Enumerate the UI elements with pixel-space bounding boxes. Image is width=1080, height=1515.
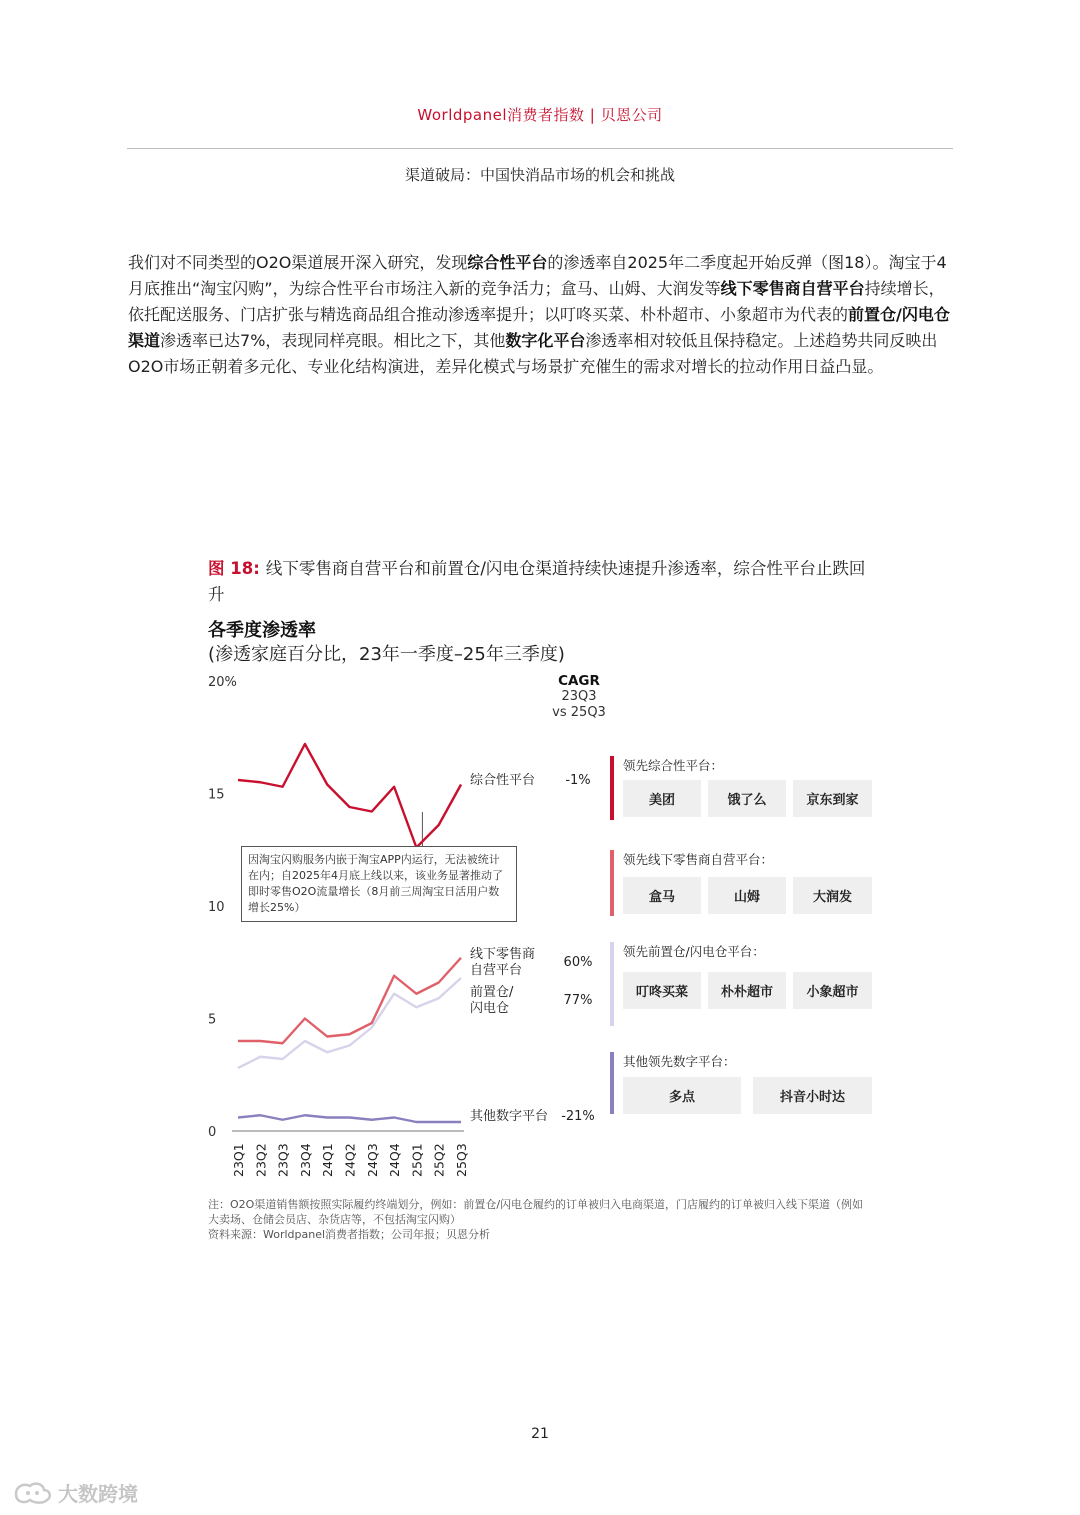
platform-chip-sams: 山姆 [708, 877, 786, 914]
figure-source: 资料来源：Worldpanel消费者指数；公司年报；贝恩分析 [208, 1228, 491, 1241]
figure-note: 注：O2O渠道销售额按照实际履约终端划分，例如：前置仓/闪电仓履约的订单被归入电商渠道，门店履约的订单被归入线下渠道（例如大卖场、仓储会员店、杂货店等，不包括淘宝闪购） [208, 1198, 864, 1226]
cagr-header [540, 673, 618, 721]
x-tick-label: 23Q3 [275, 1143, 291, 1177]
series-label: 其他数字平台 [470, 1109, 549, 1124]
cagr-value: 77% [563, 993, 593, 1008]
body-run: 渗透率相对较低且保持稳定。上述趋势共同反映出O2O市场正朝着多元化、专业化结构演进，差异化模式与场景扩充催生的需求对增长的拉动作用日益凸显。 [128, 331, 938, 376]
chart-annotation: 因淘宝闪购服务内嵌于淘宝APP内运行，无法被统计在内；自2025年4月底上线以来，该业务显著推动了即时零售O2O流量增长（8月前三周淘宝日活用户数增长25%） [241, 846, 517, 922]
cagr-value: -1% [565, 773, 591, 788]
series-line-0 [238, 744, 461, 848]
panel-color-bar [610, 756, 614, 820]
series-line-3 [238, 1115, 461, 1122]
chart-subtitle: (渗透家庭百分比，23年一季度–25年三季度) [208, 644, 565, 665]
watermark-logo-icon [10, 1480, 54, 1506]
x-tick-label: 24Q2 [342, 1143, 358, 1177]
y-tick-label: 5 [208, 1012, 217, 1028]
platform-chip-rt-mart: 大润发 [793, 877, 872, 914]
panel-title: 领先综合性平台： [623, 758, 724, 773]
document-subtitle: 渠道破局：中国快消品市场的机会和挑战 [404, 166, 675, 184]
cagr-header-from: 23Q3 [561, 689, 597, 704]
x-tick-label: 24Q4 [387, 1143, 403, 1177]
series-label: 自营平台 [470, 963, 523, 978]
body-run: 的渗透率自2025年二季度起开始反弹（图18）。淘宝于4月底推出“淘宝闪购”，为综合性平台市场注入新的竞争活力；盒马、山姆、大润发等 [128, 253, 947, 298]
platform-chip-eleme: 饿了么 [708, 780, 786, 817]
cagr-value: -21% [561, 1109, 595, 1124]
platform-chip-meituan: 美团 [623, 780, 701, 817]
body-run: 我们对不同类型的O2O渠道展开深入研究，发现 [128, 253, 468, 272]
y-tick-label: 10 [208, 900, 225, 915]
body-emphasis: 线下零售商自营平台 [720, 279, 865, 298]
series-label: 综合性平台 [470, 773, 536, 788]
x-tick-label: 24Q3 [364, 1143, 380, 1177]
platform-chip-pupu: 朴朴超市 [708, 972, 786, 1009]
x-tick-label: 25Q2 [431, 1143, 447, 1177]
series-line-2 [238, 978, 461, 1068]
chart-title: 各季度渗透率 [208, 620, 316, 641]
panel-title: 领先前置仓/闪电仓平台： [623, 944, 765, 959]
series-line-1 [238, 958, 461, 1044]
x-tick-label: 23Q1 [231, 1143, 246, 1177]
platform-chip-xiaoxiang: 小象超市 [793, 972, 872, 1009]
body-emphasis: 数字化平台 [505, 331, 586, 350]
series-label: 闪电仓 [470, 1001, 510, 1016]
platform-chip-jddj: 京东到家 [793, 780, 872, 817]
page-number: 21 [531, 1426, 549, 1442]
cagr-header-title: CAGR [558, 673, 600, 689]
y-tick-label: 20% [208, 675, 237, 690]
x-tick-label: 23Q4 [297, 1143, 313, 1177]
body-emphasis: 前置仓/闪电仓渠道 [128, 305, 950, 350]
panel-color-bar [610, 1052, 614, 1114]
panel-color-bar [610, 942, 614, 1026]
platform-chip-hema: 盒马 [623, 877, 701, 914]
figure-notes [208, 1197, 868, 1242]
panel-title: 领先线下零售商自营平台： [623, 852, 774, 867]
platform-chip-dingdong: 叮咚买菜 [623, 972, 701, 1009]
x-tick-label: 25Q1 [409, 1143, 425, 1177]
watermark-text: 大数跨境 [58, 1482, 138, 1506]
figure-number: 图 18: [208, 559, 260, 578]
cagr-header-to: vs 25Q3 [552, 705, 606, 720]
series-label: 前置仓/ [470, 985, 514, 1000]
cagr-value: 60% [563, 955, 593, 970]
x-tick-label: 23Q2 [253, 1143, 269, 1177]
panel-color-bar [610, 850, 614, 916]
body-run: 持续增长，依托配送服务、门店扩张与精选商品组合推动渗透率提升；以叮咚买菜、朴朴超市、小象超市为代表的 [128, 279, 945, 324]
figure-title: 线下零售商自营平台和前置仓/闪电仓渠道持续快速提升渗透率，综合性平台止跌回升 [208, 559, 866, 604]
panel-title: 其他领先数字平台： [623, 1054, 736, 1069]
series-label: 线下零售商 [470, 947, 536, 962]
body-run: 渗透率已达7%，表现同样亮眼。相比之下，其他 [160, 331, 506, 350]
y-tick-label: 15 [208, 787, 225, 803]
watermark [10, 1478, 138, 1507]
header-brand: Worldpanel消费者指数 | 贝恩公司 [417, 106, 663, 124]
body-emphasis: 综合性平台 [467, 253, 548, 272]
platform-chip-douyin-hourly: 抖音小时达 [753, 1077, 872, 1114]
x-tick-label: 25Q3 [454, 1143, 469, 1177]
x-tick-label: 24Q1 [320, 1143, 336, 1177]
platform-chip-dmall: 多点 [623, 1077, 741, 1114]
y-tick-label: 0 [208, 1125, 217, 1140]
